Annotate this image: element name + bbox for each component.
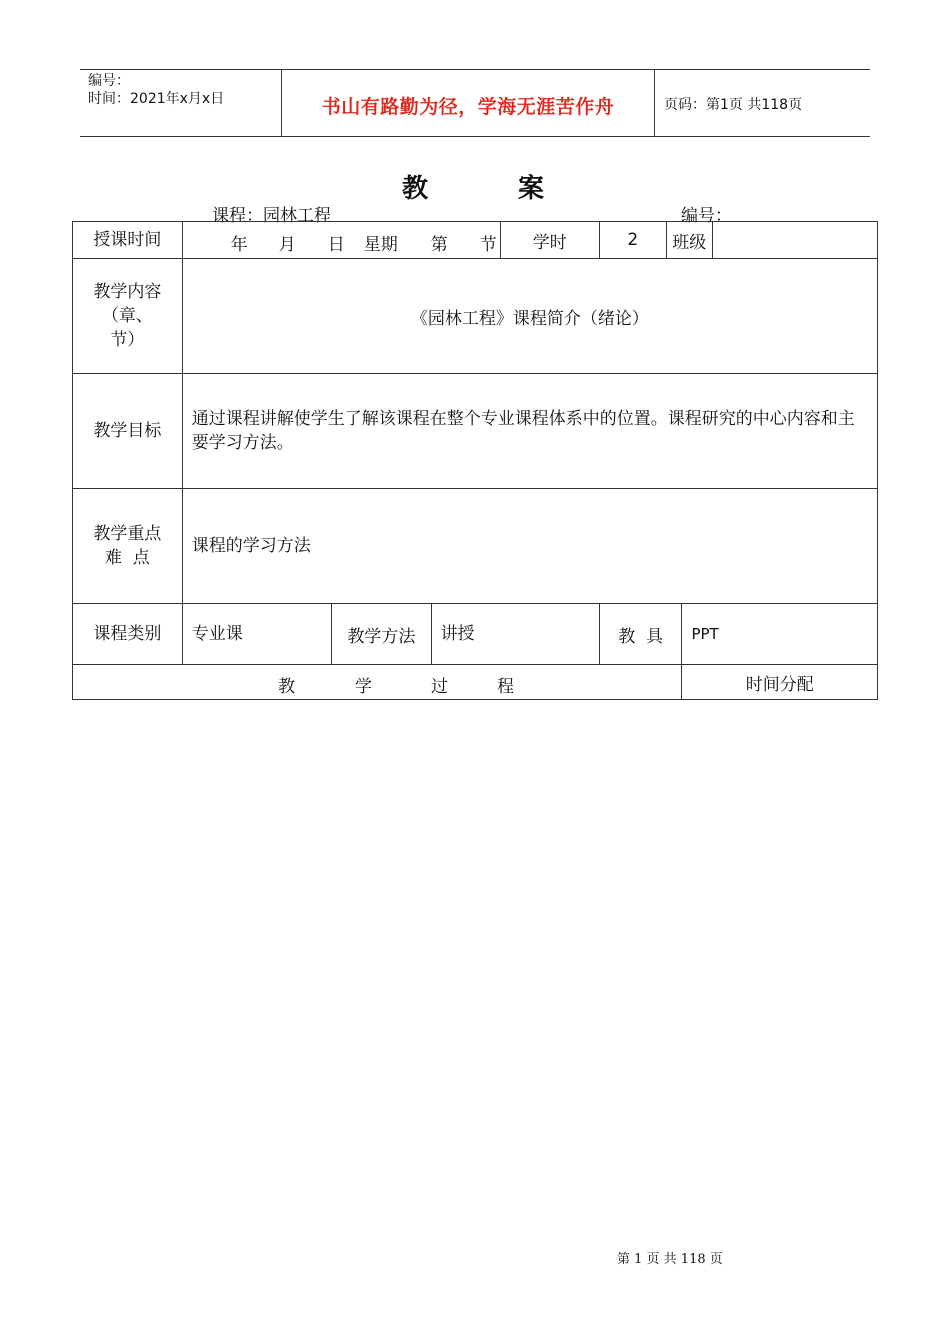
process-char-2: 学 [355, 677, 372, 697]
method-label: 教学方法 [332, 604, 431, 665]
row-goal [73, 374, 878, 489]
row-category [73, 604, 878, 665]
content-label-line3: 节） [110, 330, 145, 350]
header-bottom-rule [80, 136, 870, 137]
title-char-2: 案 [518, 174, 545, 204]
di-label: 第 [430, 235, 448, 255]
content-label-line2: （章、 [101, 306, 153, 326]
class-value[interactable] [712, 222, 877, 259]
key-value[interactable]: 课程的学习方法 [182, 489, 877, 604]
class-label: 班级 [666, 222, 712, 259]
process-char-1: 教 [278, 677, 295, 697]
tools-value[interactable] [682, 604, 878, 665]
category-label: 课程类别 [73, 604, 183, 665]
goal-label: 教学目标 [73, 374, 183, 489]
header-top-rule [80, 69, 870, 70]
course-label: 课程：园林工程 [212, 206, 331, 226]
content-label-line1: 教学内容 [93, 282, 162, 302]
key-label [73, 489, 183, 604]
hours-label-text: 学时 [532, 232, 567, 253]
page-title [402, 168, 545, 205]
process-char-3: 过 [431, 677, 448, 697]
time-label: 授课时间 [73, 222, 183, 259]
header-motto: 书山有路勤为径，学海无涯苦作舟 [321, 96, 615, 118]
header-time-label: 时间：2021年x月x日 [88, 91, 225, 107]
header-meta [88, 72, 224, 108]
content-label [73, 259, 183, 374]
lesson-plan-table [72, 221, 878, 700]
content-value[interactable]: 《园林工程》课程简介（绪论） [182, 259, 877, 374]
key-label-line1: 教学重点 [93, 524, 162, 544]
code-label: 编号： [681, 206, 732, 226]
header-divider-right [654, 69, 655, 136]
goal-value[interactable]: 通过课程讲解使学生了解该课程在整个专业课程体系中的位置。课程研究的中心内容和主要学习方法。 [182, 374, 877, 489]
tools-value-text: PPT [691, 625, 719, 643]
row-process-header [73, 665, 878, 700]
month-label: 月 [278, 235, 296, 255]
footer-page-number: 第 1 页 共 118 页 [617, 1252, 723, 1267]
row-time [73, 222, 878, 259]
jie-label: 节 [479, 235, 497, 255]
year-label: 年 [230, 235, 248, 255]
time-alloc-label: 时间分配 [682, 665, 878, 700]
hours-value[interactable]: 2 [599, 222, 666, 259]
hours-label [500, 222, 599, 259]
row-content [73, 259, 878, 374]
method-value[interactable]: 讲授 [431, 604, 599, 665]
tools-label: 教 具 [599, 604, 682, 665]
day-label: 日 [327, 235, 345, 255]
header-page-info: 页码：第1页 共118页 [664, 97, 803, 113]
process-char-4: 程 [497, 677, 514, 697]
title-char-1: 教 [402, 174, 429, 204]
row-key [73, 489, 878, 604]
weekday-label: 星期 [363, 235, 398, 255]
key-label-line2: 难 点 [104, 548, 150, 568]
process-header [73, 665, 682, 700]
header-number-label: 编号： [88, 73, 130, 89]
category-value[interactable]: 专业课 [182, 604, 331, 665]
time-fields[interactable] [182, 222, 500, 259]
